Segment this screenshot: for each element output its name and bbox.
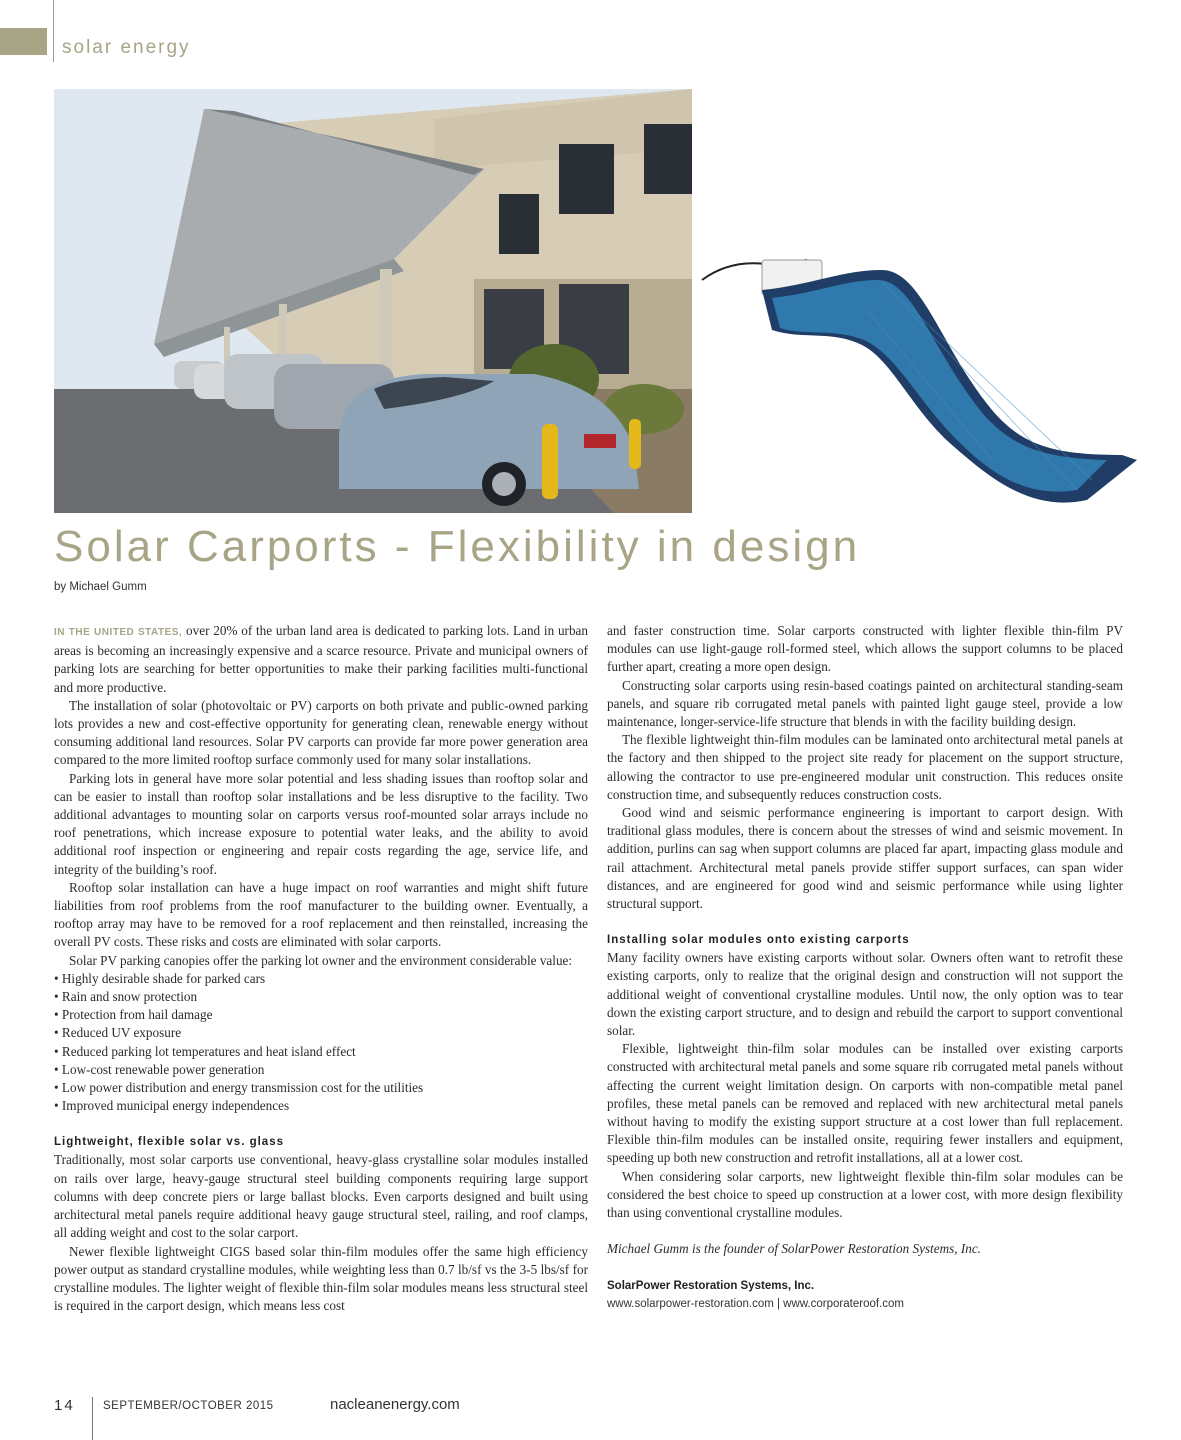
paragraph: Constructing solar carports using resin-based coatings painted on architectural standing-seam panels, and square rib corrugated metal panels with painted light gauge steel, provide a low maintenance, longer-service-life structure that blends in with the facility building design. bbox=[607, 677, 1123, 730]
list-item: • Highly desirable shade for parked cars bbox=[54, 970, 266, 986]
list-item: • Reduced parking lot temperatures and heat island effect bbox=[54, 1043, 356, 1059]
company-name: SolarPower Restoration Systems, Inc. bbox=[607, 1279, 815, 1292]
company-links[interactable]: www.solarpower-restoration.com | www.corporateroof.com bbox=[607, 1297, 904, 1310]
footer-divider bbox=[92, 1397, 93, 1440]
paragraph: Parking lots in general have more solar potential and less shading issues than rooftop solar and can be easier to install than rooftop solar installations and be less disruptive to the facility. Two additional advantages to mounting solar on carports versus roof-mounted solar arrays include no roof penetrations, which increase exposure to potential water leaks, and the ability to avoid additional roof inspection or engineering and repair costs regarding the age, service life, and integrity of the building’s roof. bbox=[54, 770, 588, 877]
paragraph: Many facility owners have existing carports without solar. Owners often want to retrofit these existing carports, only to realize that the original design and construction will not support the additional weight of conventional crystalline modules. Until now, the only option was to tear down the existing carport structure, and to design and rebuild the carport to support conventional solar. bbox=[607, 950, 1123, 1039]
subheading: Lightweight, flexible solar vs. glass bbox=[54, 1136, 284, 1149]
list-item: • Improved municipal energy independences bbox=[54, 1098, 290, 1114]
list-item: • Rain and snow protection bbox=[54, 989, 198, 1005]
paragraph: Good wind and seismic performance engineering is important to carport design. With traditional glass modules, there is concern about the stresses of wind and seismic movement. In addition, purlins can sag when support columns are placed far apart, impacting glass module and rail attachment. Architectural metal panels provide stiffer support surfaces, can span wider distances, and are engineered for good wind and seismic performance while using lighter structural support. bbox=[607, 805, 1123, 912]
lead-in: IN THE UNITED STATES, bbox=[54, 627, 183, 638]
paragraph: Newer flexible lightweight CIGS based solar thin-film modules offer the same high efficiency power output as standard crystalline modules, while weighting less than 0.7 lb/sf vs the 3-5 lbs/sf for crystalline modules. The lighter weight of flexible thin-film solar modules means less structural steel is required in the carport design, which means less cost bbox=[54, 1243, 588, 1314]
list-item: • Reduced UV exposure bbox=[54, 1025, 182, 1041]
paragraph: and faster construction time. Solar carports constructed with lighter flexible thin-film PV modules can use light-gauge roll-formed steel, which allows the support columns to be placed further apart, creating a more open design. bbox=[607, 623, 1123, 675]
paragraph-intro: IN THE UNITED STATES, over 20% of the urban land area is dedicated to parking lots. Land in urban areas is becoming an increasingly expensive and a scarce resource. Private and municipal owners of parking lots are searching for better opportunities to make their parking facilities multi-functional and more productive. bbox=[54, 623, 588, 695]
section-divider bbox=[53, 0, 54, 62]
paragraph: The flexible lightweight thin-film modules can be laminated onto architectural metal panels at the factory and then shipped to the project site ready for placement on the support structure, allowing the contractor to use pre-engineered modular unit construction. This reduces onsite construction time, and subsequently reduces construction costs. bbox=[607, 732, 1123, 802]
list-item: • Protection from hail damage bbox=[54, 1007, 213, 1023]
paragraph: Flexible, lightweight thin-film solar modules can be installed over existing carports constructed with architectural metal panels and some square rib corrugated metal panels without affecting the current weight limitation design. On carports with non-compatible metal panel profiles, these metal panels can be removed and replaced with new architectural metal panels without having to modify the existing support structure at a cost lower than full replacement. Flexible thin-film modules can be installed onsite, requiring fewer installers and equipment, speeding up both new construction and retrofit installations, all at a lower cost. bbox=[607, 1041, 1123, 1166]
publication-site: nacleanenergy.com bbox=[330, 1396, 460, 1413]
paragraph: When considering solar carports, new lightweight flexible thin-film solar modules can be considered the best choice to speed up construction at a lower cost, with more design flexibility than using conventional crystalline modules. bbox=[607, 1168, 1123, 1221]
list-item: • Low power distribution and energy transmission cost for the utilities bbox=[54, 1080, 424, 1096]
article-title: Solar Carports - Flexibility in design bbox=[54, 522, 861, 571]
byline: by Michael Gumm bbox=[54, 581, 147, 593]
paragraph: Rooftop solar installation can have a huge impact on roof warranties and might shift future liabilities from roof problems from the roof manufacturer to the building owner. Eventually, a rooftop array may have to be removed for a roof replacement and then reinstalled, increasing the overall PV costs. These risks and costs are eliminated with solar carports. bbox=[54, 879, 588, 950]
article-column-right bbox=[607, 622, 1123, 1313]
author-credit: Michael Gumm is the founder of SolarPower Restoration Systems, Inc. bbox=[607, 1241, 981, 1257]
flexible-solar-panel-image bbox=[692, 250, 1137, 512]
article-column-left bbox=[54, 622, 588, 1315]
issue-date: SEPTEMBER/OCTOBER 2015 bbox=[103, 1400, 274, 1412]
paragraph: The installation of solar (photovoltaic or PV) carports on both private and public-owned parking lots provides a new and cost-effective opportunity for generating clean, renewable energy without consuming additional land resources. Solar PV carports can provide far more power generation area compared to the more limited rooftop surface commonly used for many solar installations. bbox=[54, 697, 588, 768]
list-item: • Low-cost renewable power generation bbox=[54, 1061, 265, 1077]
benefits-list bbox=[54, 970, 588, 1116]
section-color-block bbox=[0, 28, 47, 55]
carport-photo bbox=[54, 89, 692, 513]
section-label: solar energy bbox=[62, 37, 191, 58]
paragraph: Traditionally, most solar carports use conventional, heavy-glass crystalline solar modules installed on rails over large, heavy-gauge structural steel building components requiring large support columns with deep concrete piers or large ballast blocks. Even carports designed and built using architectural metal panels require additional heavy gauge structural steel, railing, and roof clamps, all adding weight and cost to the solar carport. bbox=[54, 1152, 588, 1241]
subheading: Installing solar modules onto existing carports bbox=[607, 934, 910, 947]
page-number: 14 bbox=[54, 1397, 75, 1414]
paragraph: Solar PV parking canopies offer the parking lot owner and the environment considerable value: bbox=[69, 952, 573, 968]
